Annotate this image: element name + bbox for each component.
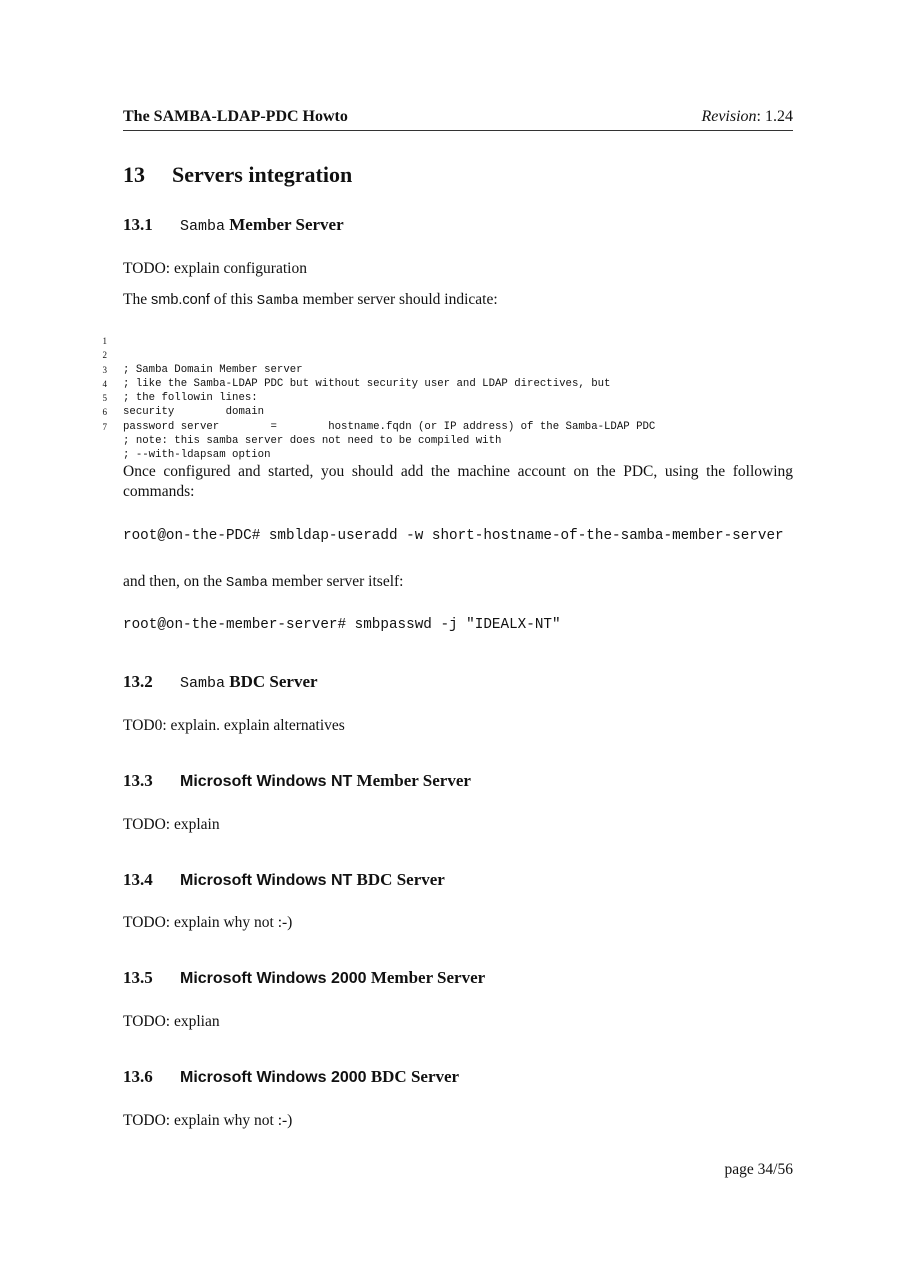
subsection-prefix: Samba (180, 218, 226, 235)
section-number: 13 (123, 162, 145, 187)
code-line: ; --with-ldapsam option (123, 449, 271, 462)
command-line: root@on-the-PDC# smbldap-useradd -w short-hostname-of-the-samba-member-server (123, 528, 784, 544)
code-line: ; note: this samba server does not need to be compiled with (123, 435, 502, 448)
paragraph: TODO: explain configuration (123, 260, 307, 277)
subsection-heading: 13.4 Microsoft Windows NT BDC Server (123, 870, 445, 889)
subsection-heading: 13.6 Microsoft Windows 2000 BDC Server (123, 1067, 460, 1086)
subsection-number: 13.1 (123, 215, 153, 234)
command-line: root@on-the-member-server# smbpasswd -j "IDEALX-NT" (123, 617, 561, 633)
subsection-heading: 13.3 Microsoft Windows NT Member Server (123, 771, 471, 790)
subsection-heading (123, 215, 344, 235)
revision-value: : 1.24 (756, 108, 793, 125)
paragraph: TOD0: explain. explain alternatives (123, 717, 345, 734)
paragraph: TODO: explain why not :-) (123, 1112, 293, 1129)
paragraph: The smb.conf of this Samba member server should indicate: (123, 291, 498, 309)
line-numbers: 1 2 3 4 5 6 7 (102, 336, 107, 432)
revision-label: Revision (701, 108, 757, 125)
code-line: ; like the Samba-LDAP PDC but without security user and LDAP directives, but (123, 377, 611, 390)
paragraph: TODO: explain why not :-) (123, 914, 293, 931)
code-line: ; Samba Domain Member server (123, 363, 303, 376)
section-heading (123, 162, 352, 188)
code-line: password server = hostname.fqdn (or IP address) of the Samba-LDAP PDC (123, 420, 656, 433)
subsection-title: Member Server (225, 215, 344, 234)
paragraph: and then, on the Samba member server itself: (123, 573, 404, 591)
code-line: security domain (123, 406, 265, 419)
header-revision (701, 108, 793, 126)
running-header (123, 108, 793, 131)
section-title: Servers integration (172, 162, 353, 187)
paragraph: TODO: explain (123, 816, 220, 833)
header-title: The SAMBA-LDAP-PDC Howto (123, 108, 348, 125)
filename: smb.conf (150, 292, 210, 308)
paragraph: Once configured and started, you should add the machine account on the PDC, using the following commands: (123, 463, 793, 500)
subsection-heading: 13.5 Microsoft Windows 2000 Member Server (123, 968, 486, 987)
subsection-heading: 13.2 Samba BDC Server (123, 672, 318, 692)
paragraph: TODO: explian (123, 1013, 220, 1030)
page-number: page 34/56 (724, 1161, 793, 1178)
code-line: ; the followin lines: (123, 392, 258, 405)
